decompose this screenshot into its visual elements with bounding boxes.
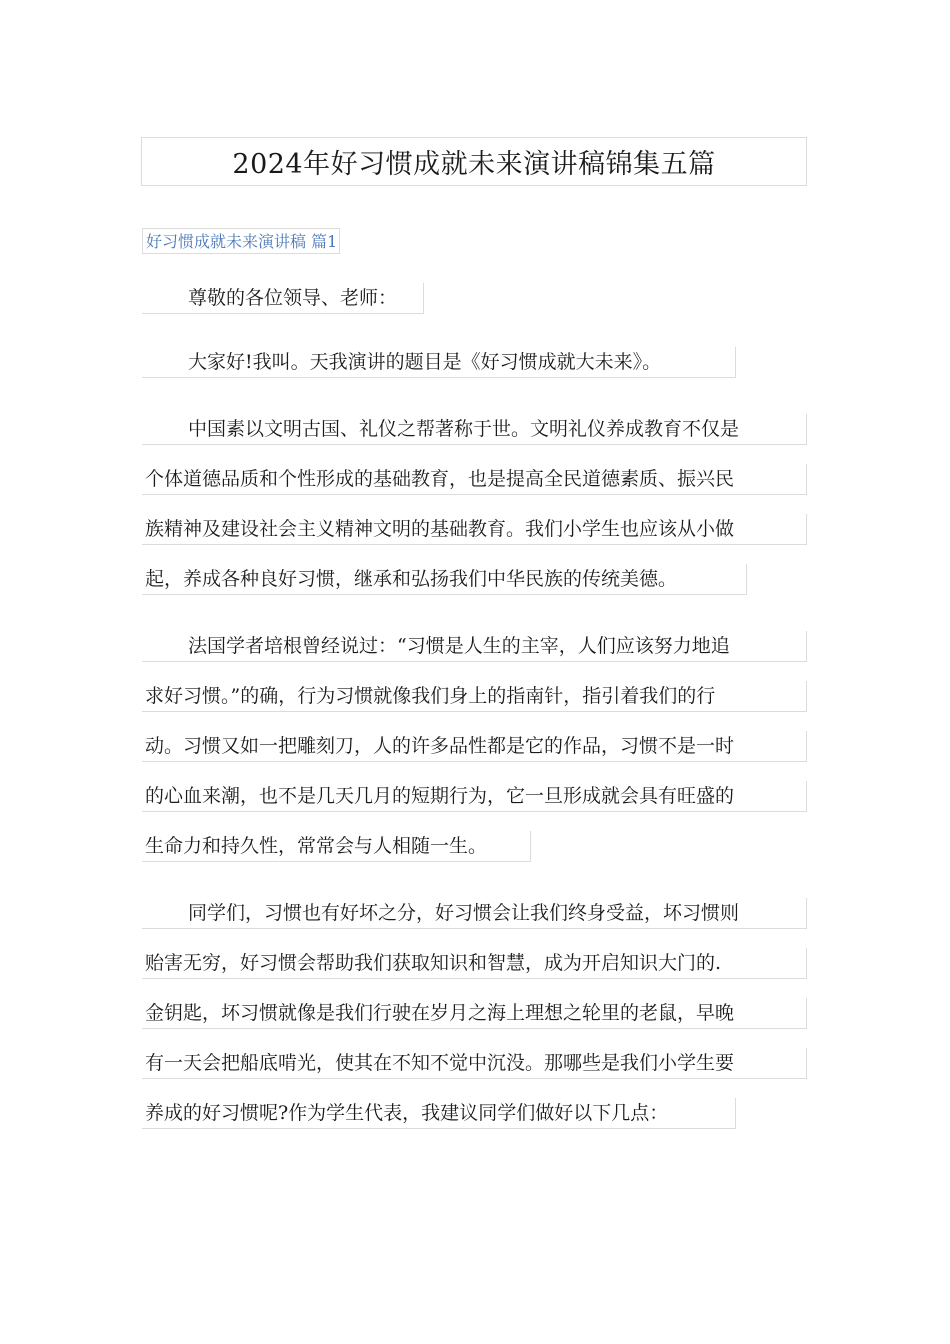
- title-box: [141, 137, 807, 186]
- paragraph-4-line-3: 动。习惯又如一把雕刻刀，人的许多品性都是它的作品，习惯不是一时: [142, 731, 807, 762]
- paragraph-5-line-4: 有一天会把船底啃光，使其在不知不觉中沉没。那哪些是我们小学生要: [142, 1048, 807, 1079]
- paragraph-5-line-5: 养成的好习惯呢?作为学生代表，我建议同学们做好以下几点：: [142, 1098, 736, 1129]
- paragraph-3-line-1: 中国素以文明古国、礼仪之帮著称于世。文明礼仪养成教育不仅是: [142, 414, 807, 445]
- paragraph-3-line-3: 族精神及建设社会主义精神文明的基础教育。我们小学生也应该从小做: [142, 514, 807, 545]
- paragraph-5-line-1: 同学们，习惯也有好坏之分，好习惯会让我们终身受益，坏习惯则: [142, 898, 807, 929]
- paragraph-5-line-3: 金钥匙，坏习惯就像是我们行驶在岁月之海上理想之轮里的老鼠，早晚: [142, 998, 807, 1029]
- paragraph-2-line-1: 大家好!我叫。天我演讲的题目是《好习惯成就大未来》。: [142, 347, 736, 378]
- paragraph-4-line-5: 生命力和持久性，常常会与人相随一生。: [142, 831, 531, 862]
- paragraph-3-line-4: 起，养成各种良好习惯，继承和弘扬我们中华民族的传统美德。: [142, 564, 747, 595]
- paragraph-4-line-4: 的心血来潮，也不是几天几月的短期行为，它一旦形成就会具有旺盛的: [142, 781, 807, 812]
- paragraph-3-line-2: 个体道德品质和个性形成的基础教育，也是提高全民道德素质、振兴民: [142, 464, 807, 495]
- section-heading-link[interactable]: 好习惯成就未来演讲稿 篇1: [142, 228, 340, 254]
- paragraph-1-line-1: 尊敬的各位领导、老师：: [142, 283, 424, 314]
- document-title: 2024年好习惯成就未来演讲稿锦集五篇: [232, 149, 716, 180]
- paragraph-4-line-2: 求好习惯。”的确，行为习惯就像我们身上的指南针，指引着我们的行: [142, 681, 807, 712]
- paragraph-5-line-2: 贻害无穷，好习惯会帮助我们获取知识和智慧，成为开启知识大门的.: [142, 948, 807, 979]
- paragraph-4-line-1: 法国学者培根曾经说过：“习惯是人生的主宰，人们应该努力地追: [142, 631, 807, 662]
